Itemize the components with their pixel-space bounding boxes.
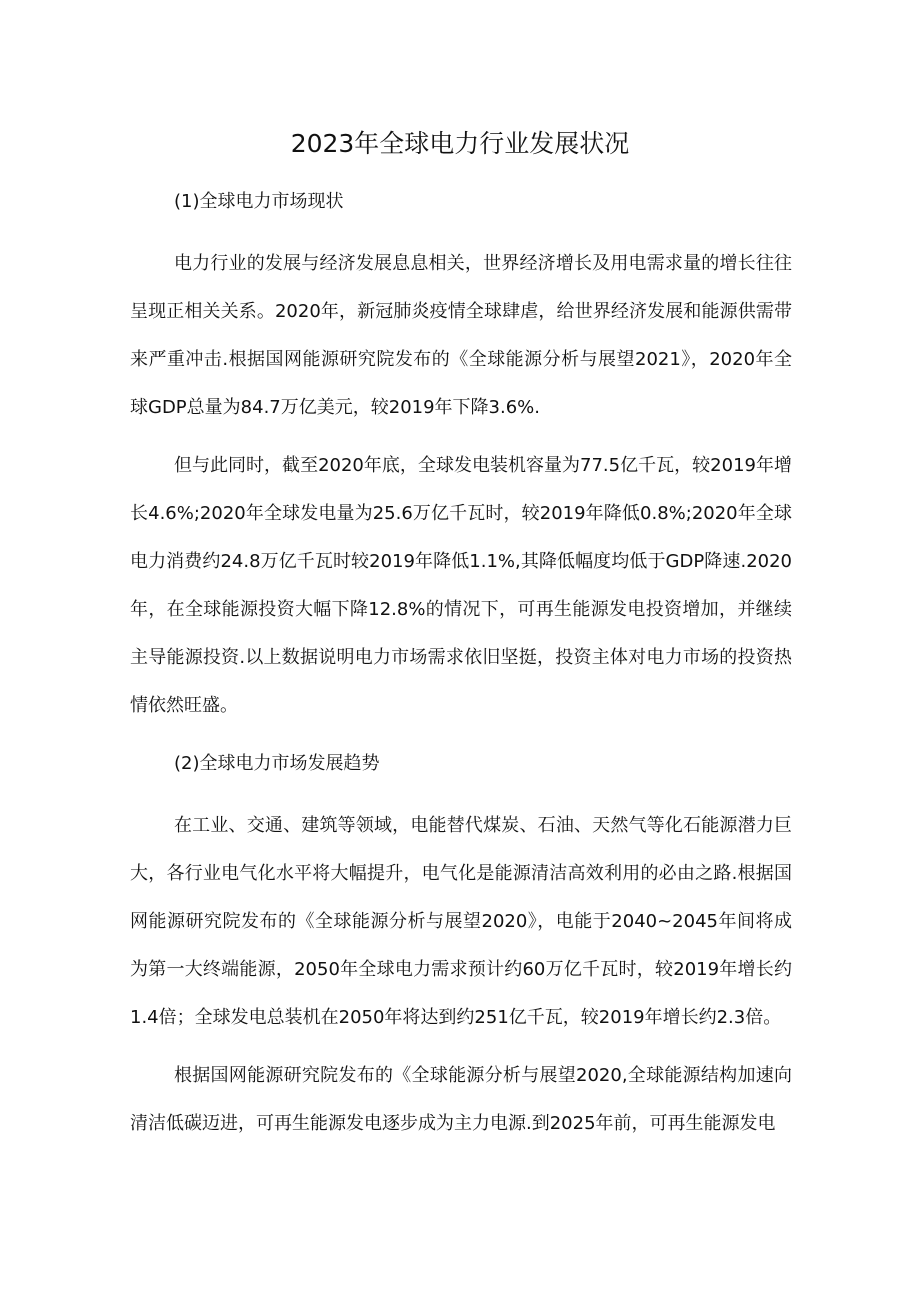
section-market-trend [130,742,792,1148]
paragraph: 电力行业的发展与经济发展息息相关，世界经济增长及用电需求量的增长往往呈现正相关关系。2020年，新冠肺炎疫情全球肆虐，给世界经济发展和能源供需带来严重冲击.根据国网能源研究院发布的《全球能源分析与展望2021》，2020年全球GDP总量为84.7万亿美元，较2019年下降3.6%. [130,253,792,418]
paragraph: 但与此同时，截至2020年底，全球发电装机容量为77.5亿千瓦，较2019年增长4.6%;2020年全球发电量为25.6万亿千瓦时，较2019年降低0.8%;2020年全球电力消费约24.8万亿千瓦时较2019年降低1.1%,其降低幅度均低于GDP降速.2020年，在全球能源投资大幅下降12.8%的情况下，可再生能源发电投资增加，并继续主导能源投资.以上数据说明电力市场需求依旧坚挺，投资主体对电力市场的投资热情依然旺盛。 [130,455,792,716]
section-heading: (1)全球电力市场现状 [174,191,344,212]
section-market-status [130,180,792,730]
paragraph: 根据国网能源研究院发布的《全球能源分析与展望2020,全球能源结构加速向清洁低碳迈进，可再生能源发电逐步成为主力电源.到2025年前，可再生能源发电 [130,1065,792,1134]
document-body [130,180,792,1148]
document-title: 2023年全球电力行业发展状况 [290,129,630,158]
section-heading: (2)全球电力市场发展趋势 [174,753,380,774]
paragraph: 在工业、交通、建筑等领域，电能替代煤炭、石油、天然气等化石能源潜力巨大，各行业电气化水平将大幅提升，电气化是能源清洁高效利用的必由之路.根据国网能源研究院发布的《全球能源分析与展望2020》，电能于2040~2045年间将成为第一大终端能源，2050年全球电力需求预计约60万亿千瓦时，较2019年增长约1.4倍；全球发电总装机在2050年将达到约251亿千瓦，较2019年增长约2.3倍。 [130,815,792,1028]
